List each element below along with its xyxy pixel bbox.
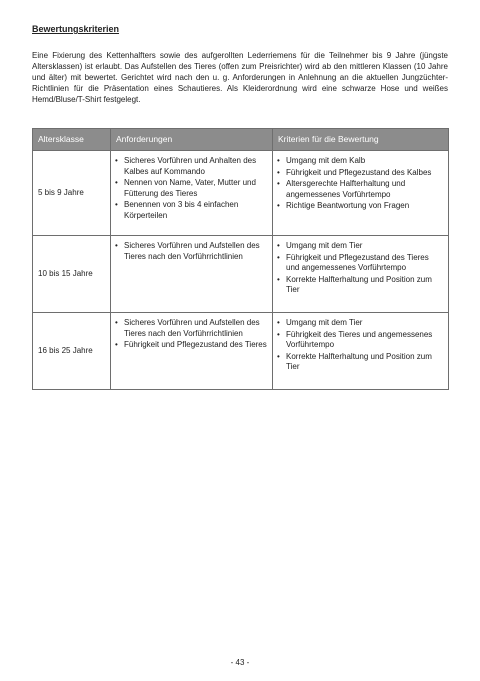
list-item: • Richtige Beantwortung von Fragen xyxy=(277,201,444,212)
list-item: • Führigkeit und Pflegezustand des Tieres xyxy=(115,340,268,351)
list-item: • Sicheres Vorführen und Aufstellen des Tieres nach den Vorführrichtlinien xyxy=(115,241,268,262)
criteria-list xyxy=(277,156,444,212)
criteria-cell xyxy=(273,236,449,313)
table-row xyxy=(33,151,449,236)
list-item: • Umgang mit dem Tier xyxy=(277,318,444,329)
list-item: • Umgang mit dem Kalb xyxy=(277,156,444,167)
list-item: • Nennen von Name, Vater, Mutter und Fütterung des Tieres xyxy=(115,178,268,199)
list-item: • Führigkeit und Pflegezustand des Tieres und angemessenes Vorführtempo xyxy=(277,253,444,274)
criteria-list xyxy=(277,318,444,373)
list-item: • Führigkeit und Pflegezustand des Kalbes xyxy=(277,168,444,179)
requirements-cell xyxy=(111,236,273,313)
section-heading: Bewertungskriterien xyxy=(32,24,120,34)
criteria-cell xyxy=(273,313,449,390)
requirements-cell xyxy=(111,151,273,236)
list-item: • Korrekte Halfterhaltung und Position zum Tier xyxy=(277,275,444,296)
list-item: • Sicheres Vorführen und Anhalten des Kalbes auf Kommando xyxy=(115,156,268,177)
age-class-cell: 16 bis 25 Jahre xyxy=(33,313,111,390)
intro-paragraph: Eine Fixierung des Kettenhalfters sowie des aufgerollten Lederriemens für die Teilnehmer bis 9 Jahre (jüngste Altersklassen) ist erlaubt. Das Aufstellen des Tieres (offen zum Preisrichter) wird ab den mittleren Klassen (10 Jahre und älter) mit bewertet. Gerichtet wird nach den u. g. Anforderungen in Anlehnung an die aktuellen Jungzüchter-Richtlinien für die Präsentation eines Schautieres. Als Kleiderordnung wird eine schwarze Hose und weißes Hemd/Bluse/T-Shirt festgelegt. xyxy=(32,51,448,104)
list-item: • Korrekte Halfterhaltung und Position zum Tier xyxy=(277,352,444,373)
list-item: • Sicheres Vorführen und Aufstellen des Tieres nach den Vorführrichtlinien xyxy=(115,318,268,339)
requirements-list xyxy=(115,241,268,262)
criteria-cell xyxy=(273,151,449,236)
age-class-cell: 10 bis 15 Jahre xyxy=(33,236,111,313)
requirements-cell xyxy=(111,313,273,390)
criteria-list xyxy=(277,241,444,296)
age-class-cell: 5 bis 9 Jahre xyxy=(33,151,111,236)
list-item: • Benennen von 3 bis 4 einfachen Körperteilen xyxy=(115,200,268,221)
requirements-list xyxy=(115,156,268,221)
header-requirements: Anforderungen xyxy=(111,129,273,151)
table-row xyxy=(33,236,449,313)
header-age-class: Altersklasse xyxy=(33,129,111,151)
table-row xyxy=(33,313,449,390)
requirements-list xyxy=(115,318,268,351)
page-number: - 43 - xyxy=(230,658,250,667)
header-criteria: Kriterien für die Bewertung xyxy=(273,129,449,151)
table-header-row xyxy=(33,129,449,151)
criteria-table xyxy=(32,128,449,390)
list-item: • Führigkeit des Tieres und angemessenes Vorführtempo xyxy=(277,330,444,351)
list-item: • Umgang mit dem Tier xyxy=(277,241,444,252)
list-item: • Altersgerechte Halfterhaltung und angemessenes Vorführtempo xyxy=(277,179,444,200)
